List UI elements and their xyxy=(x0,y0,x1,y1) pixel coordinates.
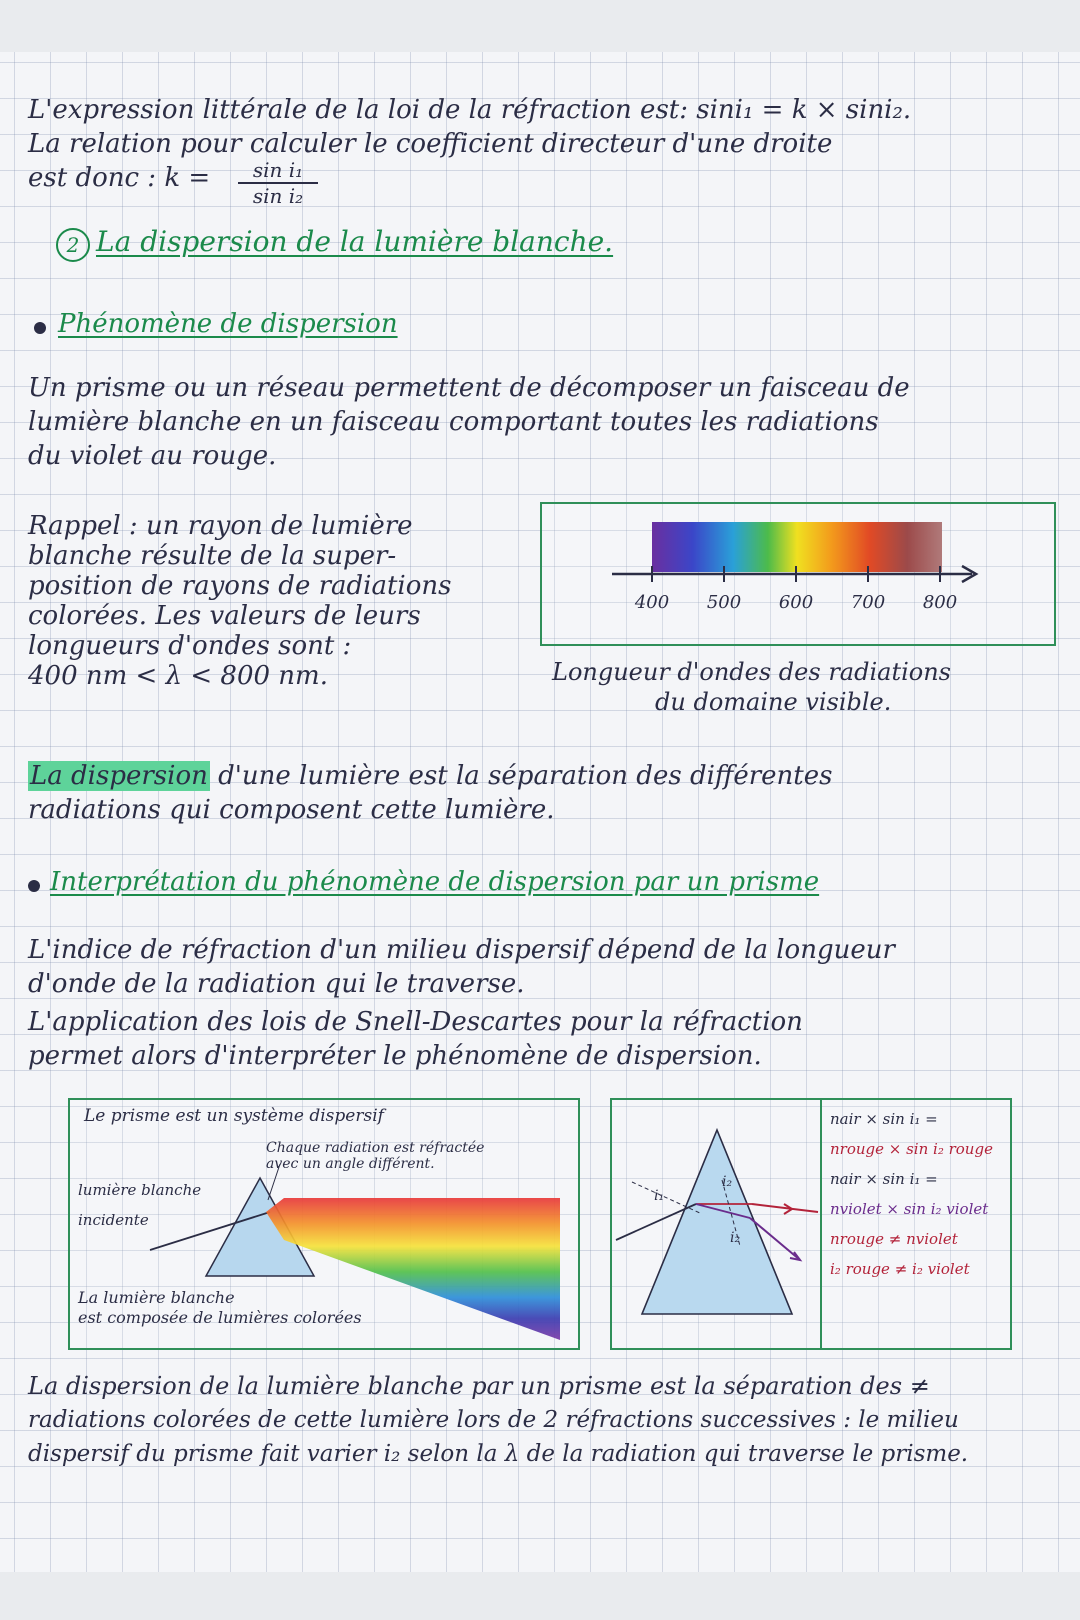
radiation-label-line1: Chaque radiation est réfractée xyxy=(266,1140,485,1156)
spectrum-frame xyxy=(540,502,1056,646)
angle-i2-top-label: i₂ xyxy=(722,1174,733,1190)
phenomenon-title: Phénomène de dispersion xyxy=(58,309,398,339)
fraction-denominator: sin i₂ xyxy=(252,184,304,208)
visible-spectrum-band xyxy=(652,522,942,572)
rappel-line: 400 nm < λ < 800 nm. xyxy=(28,661,328,691)
definition-rest: d'une lumière est la séparation des différentes xyxy=(209,761,833,791)
incident-label-line2: incidente xyxy=(78,1211,149,1229)
rappel-line: position de rayons de radiations xyxy=(28,571,452,601)
prism-figure-title: Le prisme est un système dispersif xyxy=(84,1106,384,1126)
bullet-icon xyxy=(28,880,40,892)
refraction-k-prefix: est donc : k = xyxy=(28,163,211,193)
prism-shape xyxy=(642,1130,792,1314)
section-number-badge: 2 xyxy=(56,228,90,262)
refraction-relation-line: La relation pour calculer le coefficient directeur d'une droite xyxy=(28,129,833,159)
refraction-equation-line: nair × sin i₁ = xyxy=(830,1110,938,1128)
definition-highlight: La dispersion xyxy=(30,761,208,791)
tick-label: 500 xyxy=(706,592,742,613)
refraction-equation-line: nrouge × sin i₂ rouge xyxy=(830,1140,993,1158)
refraction-equation-line: nviolet × sin i₂ violet xyxy=(830,1200,989,1218)
interpretation-para-line: L'indice de réfraction d'un milieu dispersif dépend de la longueur xyxy=(28,935,895,965)
angle-i2-bottom-label: i₂ xyxy=(730,1230,741,1246)
tick-label: 400 xyxy=(634,592,670,613)
rappel-line: blanche résulte de la super- xyxy=(28,541,397,571)
refraction-angle-diagram xyxy=(612,1100,822,1348)
rappel-line: Rappel : un rayon de lumière xyxy=(28,511,413,541)
tick-label: 800 xyxy=(922,592,958,613)
interpretation-para-line: L'application des lois de Snell-Descartes pour la réfraction xyxy=(28,1007,803,1037)
white-light-label-line1: La lumière blanche xyxy=(78,1288,235,1307)
phenomenon-para-line: du violet au rouge. xyxy=(28,441,277,471)
spectrum-caption-line1: Longueur d'ondes des radiations xyxy=(552,658,951,686)
conclusion-line: dispersif du prisme fait varier i₂ selon la λ de la radiation qui traverse le prisme. xyxy=(28,1441,969,1467)
tick-label: 600 xyxy=(778,592,814,613)
phenomenon-para-line: Un prisme ou un réseau permettent de décomposer un faisceau de xyxy=(28,373,910,403)
definition-line1 xyxy=(28,760,832,792)
figure-divider xyxy=(820,1100,822,1348)
rappel-line: longueurs d'ondes sont : xyxy=(28,631,352,661)
phenomenon-para-line: lumière blanche en un faisceau comportant toutes les radiations xyxy=(28,407,879,437)
fraction-numerator: sin i₁ xyxy=(238,158,318,184)
refraction-equation-line: nrouge ≠ nviolet xyxy=(830,1230,958,1248)
refraction-figure-frame xyxy=(610,1098,1012,1350)
notebook-page xyxy=(0,52,1080,1572)
spectrum-caption-line2: du domaine visible. xyxy=(655,688,892,716)
rappel-line: colorées. Les valeurs de leurs xyxy=(28,601,421,631)
k-fraction xyxy=(238,158,318,208)
section-title: La dispersion de la lumière blanche. xyxy=(96,225,614,258)
angle-i1-label: i₁ xyxy=(654,1188,665,1204)
tick-label: 700 xyxy=(850,592,886,613)
white-light-label-line2: est composée de lumières colorées xyxy=(78,1308,362,1327)
bullet-icon xyxy=(34,322,46,334)
interpretation-para-line: d'onde de la radiation qui le traverse. xyxy=(28,969,525,999)
prism-figure-frame xyxy=(68,1098,580,1350)
incident-label-line1: lumière blanche xyxy=(78,1181,202,1199)
conclusion-line: radiations colorées de cette lumière lors de 2 réfractions successives : le milieu xyxy=(28,1407,959,1433)
radiation-label-line2: avec un angle différent. xyxy=(266,1156,435,1172)
interpretation-para-line: permet alors d'interpréter le phénomène de dispersion. xyxy=(28,1041,762,1071)
definition-line2: radiations qui composent cette lumière. xyxy=(28,795,555,825)
refraction-equation-line: i₂ rouge ≠ i₂ violet xyxy=(830,1260,970,1278)
interpretation-title: Interprétation du phénomène de dispersion par un prisme xyxy=(50,867,820,897)
conclusion-line: La dispersion de la lumière blanche par un prisme est la séparation des ≠ xyxy=(28,1372,930,1400)
spectrum-diagram xyxy=(542,504,1054,644)
refraction-law-line: L'expression littérale de la loi de la réfraction est: sini₁ = k × sini₂. xyxy=(28,95,912,125)
refraction-equation-line: nair × sin i₁ = xyxy=(830,1170,938,1188)
